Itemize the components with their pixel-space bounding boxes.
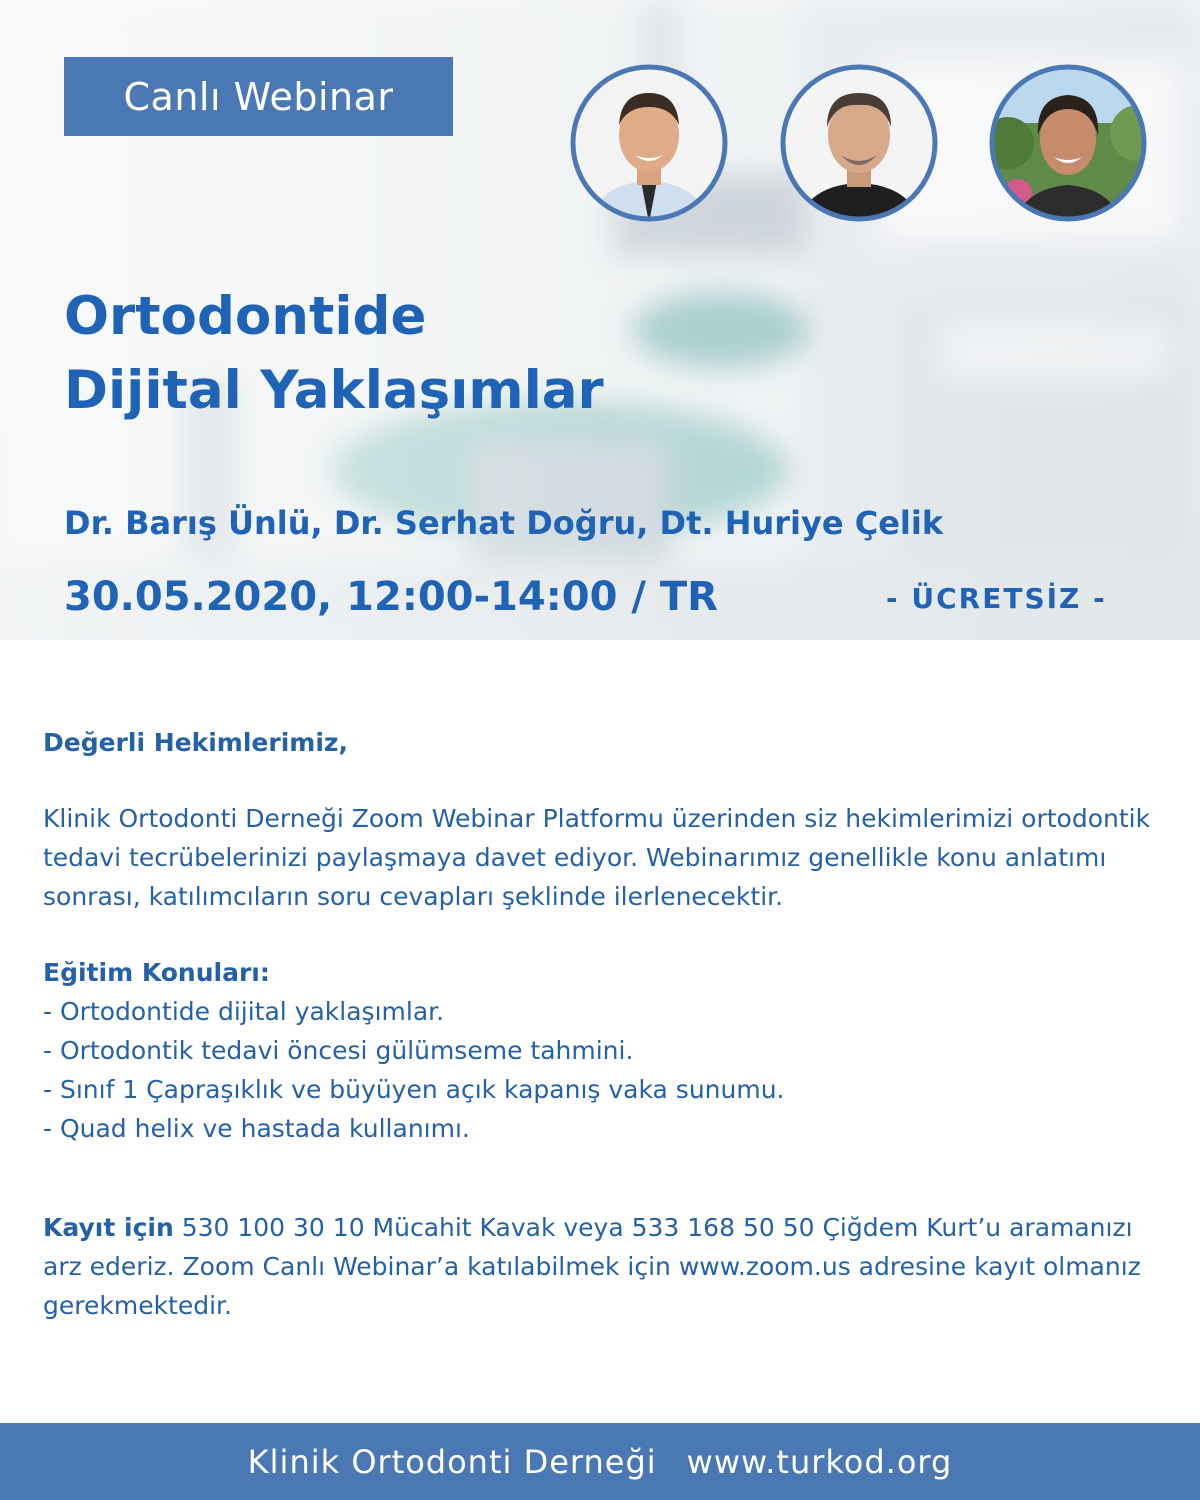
registration-label: Kayıt için	[43, 1213, 174, 1242]
list-item: - Ortodontide dijital yaklaşımlar.	[43, 997, 445, 1026]
list-item: - Ortodontik tedavi öncesi gülümseme tahmini.	[43, 1036, 634, 1065]
event-datetime: 30.05.2020, 12:00-14:00 / TR	[64, 574, 718, 620]
webinar-title-line-1: Ortodontide	[64, 286, 427, 347]
speaker-names: Dr. Barış Ünlü, Dr. Serhat Doğru, Dt. Huriye Çelik	[64, 504, 944, 542]
webinar-title	[64, 280, 604, 428]
organization-name: Klinik Ortodonti Derneği	[247, 1442, 657, 1481]
topics-heading: Eğitim Konuları:	[43, 958, 270, 987]
website-link[interactable]: www.turkod.org	[686, 1442, 953, 1481]
price-label: - ÜCRETSİZ -	[886, 582, 1107, 615]
live-webinar-label: Canlı Webinar	[123, 74, 394, 119]
list-item: - Quad helix ve hastada kullanımı.	[43, 1114, 470, 1143]
registration-paragraph	[43, 1208, 1163, 1325]
speaker-photo-icon	[769, 63, 949, 223]
greeting: Değerli Hekimlerimiz,	[43, 728, 348, 757]
list-item: - Sınıf 1 Çapraşıklık ve büyüyen açık kapanış vaka sunumu.	[43, 1075, 785, 1104]
registration-text: 530 100 30 10 Mücahit Kavak veya 533 168 50 50 Çiğdem Kurt’u aramanızı arz ederiz. Zoom Canlı Webinar’a katılabilmek için www.zoom.us adresine kayıt olmanız gerekmektedir.	[43, 1213, 1141, 1320]
footer-bar	[0, 1423, 1200, 1500]
invitation-text	[43, 723, 1163, 1325]
webinar-title-line-2: Dijital Yaklaşımlar	[64, 360, 604, 421]
intro-paragraph: Klinik Ortodonti Derneği Zoom Webinar Platformu üzerinden siz hekimlerimizi ortodontik tedavi tecrübelerinizi paylaşmaya davet ediyor. Webinarımız genellikle konu anlatımı sonrası, katılımcıların soru cevapları şeklinde ilerlenecektir.	[43, 804, 1151, 911]
speaker-photo-icon	[978, 63, 1158, 223]
hero-banner	[0, 0, 1200, 640]
live-webinar-badge	[64, 57, 453, 136]
topics-list	[43, 992, 1163, 1148]
speaker-photo-icon	[559, 63, 739, 223]
